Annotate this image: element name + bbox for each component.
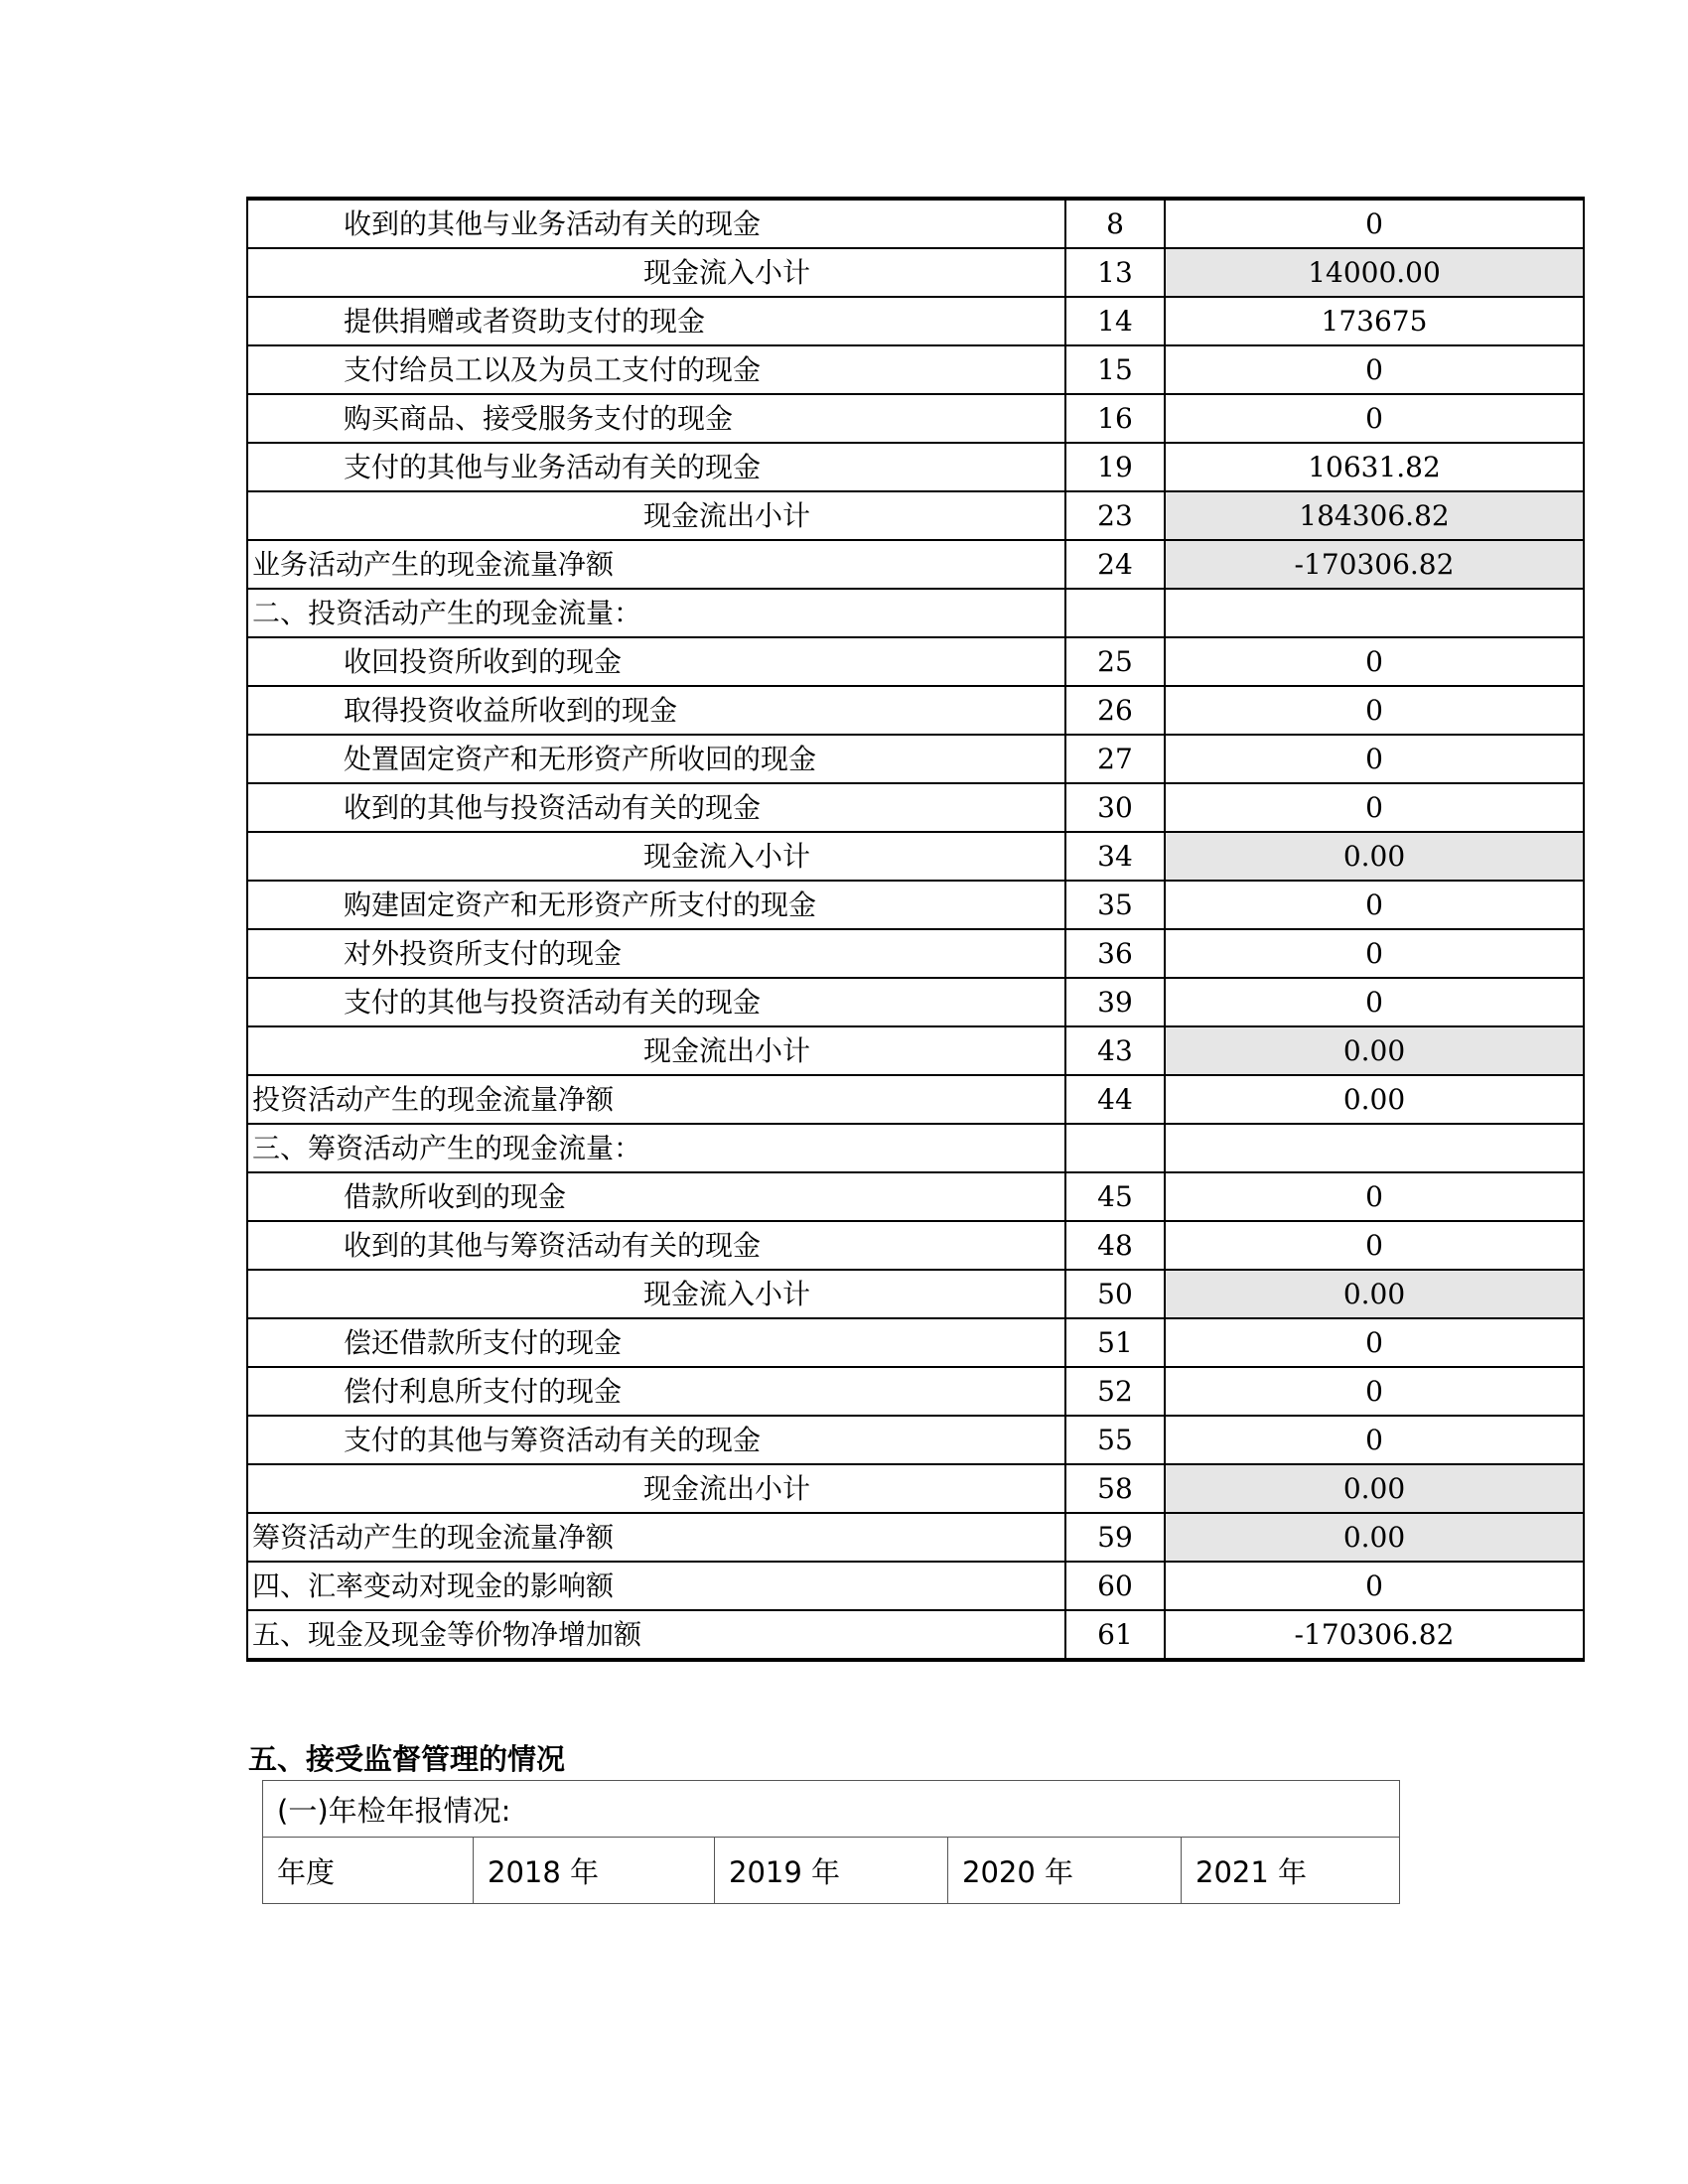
table-row xyxy=(247,1172,1584,1221)
table-row xyxy=(247,491,1584,540)
table-row xyxy=(247,1562,1584,1610)
item-cell: 三、筹资活动产生的现金流量： xyxy=(247,1124,1065,1172)
amount-cell: 0 xyxy=(1165,394,1584,443)
header-year-label: 年度 xyxy=(263,1838,474,1904)
line-number-cell: 25 xyxy=(1065,637,1165,686)
table-row xyxy=(247,1221,1584,1270)
amount-cell: 0 xyxy=(1165,783,1584,832)
header-year-2019: 2019 年 xyxy=(715,1838,948,1904)
line-number-cell: 60 xyxy=(1065,1562,1165,1610)
table-row xyxy=(247,199,1584,248)
line-number-cell: 44 xyxy=(1065,1075,1165,1124)
cash-flow-table xyxy=(246,197,1585,1662)
table-row xyxy=(247,929,1584,978)
line-number-cell: 45 xyxy=(1065,1172,1165,1221)
amount-cell: 184306.82 xyxy=(1165,491,1584,540)
item-cell: 现金流入小计 xyxy=(247,1270,1065,1318)
amount-cell: 0 xyxy=(1165,881,1584,929)
line-number-cell: 13 xyxy=(1065,248,1165,297)
item-cell: 偿付利息所支付的现金 xyxy=(247,1367,1065,1416)
line-number-cell: 43 xyxy=(1065,1026,1165,1075)
item-cell: 筹资活动产生的现金流量净额 xyxy=(247,1513,1065,1562)
table-row xyxy=(247,248,1584,297)
table-row xyxy=(247,686,1584,735)
table-row xyxy=(247,1318,1584,1367)
table-row xyxy=(247,345,1584,394)
item-cell: 支付的其他与业务活动有关的现金 xyxy=(247,443,1065,491)
line-number-cell: 8 xyxy=(1065,199,1165,248)
item-cell: 现金流入小计 xyxy=(247,832,1065,881)
line-number-cell: 27 xyxy=(1065,735,1165,783)
annual-inspection-header-row xyxy=(263,1838,1400,1904)
item-cell: 购建固定资产和无形资产所支付的现金 xyxy=(247,881,1065,929)
line-number-cell: 19 xyxy=(1065,443,1165,491)
table-row xyxy=(247,297,1584,345)
line-number-cell: 50 xyxy=(1065,1270,1165,1318)
header-year-2018: 2018 年 xyxy=(474,1838,715,1904)
item-cell: 二、投资活动产生的现金流量： xyxy=(247,589,1065,637)
line-number-cell: 16 xyxy=(1065,394,1165,443)
table-row xyxy=(247,832,1584,881)
item-cell: 取得投资收益所收到的现金 xyxy=(247,686,1065,735)
item-cell: 收到的其他与投资活动有关的现金 xyxy=(247,783,1065,832)
item-cell: 支付的其他与筹资活动有关的现金 xyxy=(247,1416,1065,1464)
header-year-2020: 2020 年 xyxy=(948,1838,1182,1904)
amount-cell: 0.00 xyxy=(1165,1075,1584,1124)
annual-inspection-subheading-row xyxy=(263,1781,1400,1838)
item-cell: 处置固定资产和无形资产所收回的现金 xyxy=(247,735,1065,783)
item-cell: 借款所收到的现金 xyxy=(247,1172,1065,1221)
annual-inspection-table xyxy=(262,1780,1400,1904)
item-cell: 对外投资所支付的现金 xyxy=(247,929,1065,978)
amount-cell: -170306.82 xyxy=(1165,1610,1584,1660)
amount-cell: 0 xyxy=(1165,199,1584,248)
table-row xyxy=(247,881,1584,929)
table-row xyxy=(247,540,1584,589)
table-row xyxy=(247,783,1584,832)
line-number-cell: 30 xyxy=(1065,783,1165,832)
amount-cell: 173675 xyxy=(1165,297,1584,345)
item-cell: 偿还借款所支付的现金 xyxy=(247,1318,1065,1367)
line-number-cell: 14 xyxy=(1065,297,1165,345)
amount-cell: 0 xyxy=(1165,929,1584,978)
item-cell: 收回投资所收到的现金 xyxy=(247,637,1065,686)
amount-cell: 0 xyxy=(1165,978,1584,1026)
table-row xyxy=(247,1610,1584,1660)
table-row xyxy=(247,1075,1584,1124)
amount-cell: 0 xyxy=(1165,637,1584,686)
item-cell: 现金流出小计 xyxy=(247,1026,1065,1075)
amount-cell: 0 xyxy=(1165,1416,1584,1464)
amount-cell xyxy=(1165,1124,1584,1172)
cash-flow-body xyxy=(247,199,1584,1660)
line-number-cell: 55 xyxy=(1065,1416,1165,1464)
amount-cell: 0.00 xyxy=(1165,1513,1584,1562)
line-number-cell: 52 xyxy=(1065,1367,1165,1416)
table-row xyxy=(247,1416,1584,1464)
amount-cell: 0 xyxy=(1165,345,1584,394)
line-number-cell: 26 xyxy=(1065,686,1165,735)
line-number-cell: 36 xyxy=(1065,929,1165,978)
amount-cell: 10631.82 xyxy=(1165,443,1584,491)
amount-cell xyxy=(1165,589,1584,637)
table-row xyxy=(247,978,1584,1026)
table-row xyxy=(247,394,1584,443)
table-row xyxy=(247,1026,1584,1075)
item-cell: 支付的其他与投资活动有关的现金 xyxy=(247,978,1065,1026)
item-cell: 现金流入小计 xyxy=(247,248,1065,297)
line-number-cell: 15 xyxy=(1065,345,1165,394)
line-number-cell: 48 xyxy=(1065,1221,1165,1270)
annual-inspection-subheading: (一)年检年报情况: xyxy=(263,1781,1400,1838)
amount-cell: 0 xyxy=(1165,1562,1584,1610)
table-row xyxy=(247,1464,1584,1513)
line-number-cell: 61 xyxy=(1065,1610,1165,1660)
table-row xyxy=(247,1270,1584,1318)
table-row xyxy=(247,735,1584,783)
line-number-cell: 24 xyxy=(1065,540,1165,589)
line-number-cell: 23 xyxy=(1065,491,1165,540)
line-number-cell xyxy=(1065,1124,1165,1172)
amount-cell: 0 xyxy=(1165,1221,1584,1270)
header-year-2021: 2021 年 xyxy=(1182,1838,1400,1904)
section-title: 五、接受监督管理的情况 xyxy=(248,1742,566,1776)
line-number-cell: 59 xyxy=(1065,1513,1165,1562)
table-row xyxy=(247,1124,1584,1172)
item-cell: 投资活动产生的现金流量净额 xyxy=(247,1075,1065,1124)
line-number-cell: 34 xyxy=(1065,832,1165,881)
amount-cell: 0.00 xyxy=(1165,1026,1584,1075)
table-row xyxy=(247,443,1584,491)
line-number-cell xyxy=(1065,589,1165,637)
amount-cell: -170306.82 xyxy=(1165,540,1584,589)
table-row xyxy=(247,637,1584,686)
line-number-cell: 39 xyxy=(1065,978,1165,1026)
item-cell: 支付给员工以及为员工支付的现金 xyxy=(247,345,1065,394)
item-cell: 收到的其他与筹资活动有关的现金 xyxy=(247,1221,1065,1270)
amount-cell: 14000.00 xyxy=(1165,248,1584,297)
amount-cell: 0.00 xyxy=(1165,1270,1584,1318)
amount-cell: 0.00 xyxy=(1165,832,1584,881)
item-cell: 现金流出小计 xyxy=(247,1464,1065,1513)
amount-cell: 0 xyxy=(1165,735,1584,783)
amount-cell: 0 xyxy=(1165,1172,1584,1221)
item-cell: 业务活动产生的现金流量净额 xyxy=(247,540,1065,589)
item-cell: 现金流出小计 xyxy=(247,491,1065,540)
line-number-cell: 51 xyxy=(1065,1318,1165,1367)
amount-cell: 0 xyxy=(1165,686,1584,735)
line-number-cell: 35 xyxy=(1065,881,1165,929)
amount-cell: 0 xyxy=(1165,1318,1584,1367)
line-number-cell: 58 xyxy=(1065,1464,1165,1513)
table-row xyxy=(247,1367,1584,1416)
amount-cell: 0 xyxy=(1165,1367,1584,1416)
table-row xyxy=(247,1513,1584,1562)
item-cell: 四、汇率变动对现金的影响额 xyxy=(247,1562,1065,1610)
item-cell: 提供捐赠或者资助支付的现金 xyxy=(247,297,1065,345)
amount-cell: 0.00 xyxy=(1165,1464,1584,1513)
item-cell: 五、现金及现金等价物净增加额 xyxy=(247,1610,1065,1660)
item-cell: 收到的其他与业务活动有关的现金 xyxy=(247,199,1065,248)
table-row xyxy=(247,589,1584,637)
item-cell: 购买商品、接受服务支付的现金 xyxy=(247,394,1065,443)
